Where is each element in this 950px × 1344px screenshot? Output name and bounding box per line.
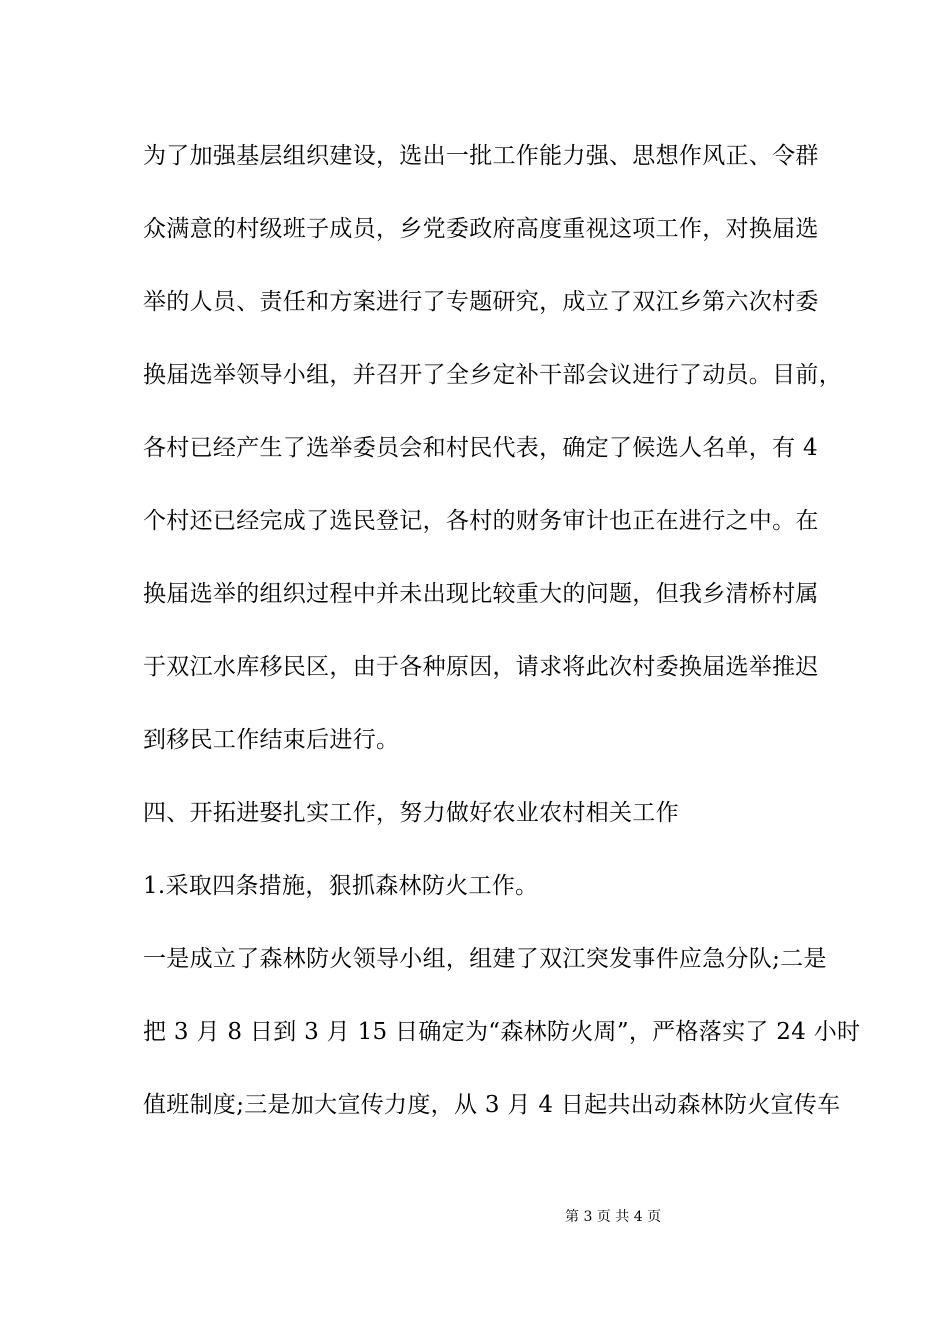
page-number: 第 3 页 共 4 页 [565, 1209, 662, 1225]
body-line: 一是成立了森林防火领导小组，组建了双江突发事件应急分队;二是 [143, 946, 827, 972]
body-line: 众满意的村级班子成员，乡党委政府高度重视这项工作，对换届选 [143, 216, 819, 242]
body-line: 各村已经产生了选举委员会和村民代表，确定了候选人名单，有 4 [143, 435, 818, 461]
body-line: 个村还已经完成了选民登记，各村的财务审计也正在进行之中。在 [143, 508, 819, 534]
body-line: 为了加强基层组织建设，选出一批工作能力强、思想作风正、令群 [143, 143, 819, 169]
section-heading: 四、开拓进娶扎实工作，努力做好农业农村相关工作 [143, 800, 679, 826]
body-line: 举的人员、责任和方案进行了专题研究，成立了双江乡第六次村委 [143, 289, 819, 315]
body-line: 值班制度;三是加大宣传力度，从 3 月 4 日起共出动森林防火宣传车 [143, 1092, 841, 1118]
body-line: 于双江水库移民区，由于各种原因，请求将此次村委换届选举推迟 [143, 654, 819, 680]
body-line: 把 3 月 8 日到 3 月 15 日确定为“森林防火周”，严格落实了 24 小时 [143, 1019, 861, 1045]
body-line: 换届选举的组织过程中并未出现比较重大的问题，但我乡清桥村属 [143, 581, 819, 607]
subsection-heading: 1.采取四条措施，狠抓森林防火工作。 [143, 873, 539, 899]
body-line: 换届选举领导小组，并召开了全乡定补干部会议进行了动员。目前， [143, 362, 842, 388]
body-line: 到移民工作结束后进行。 [143, 727, 400, 753]
